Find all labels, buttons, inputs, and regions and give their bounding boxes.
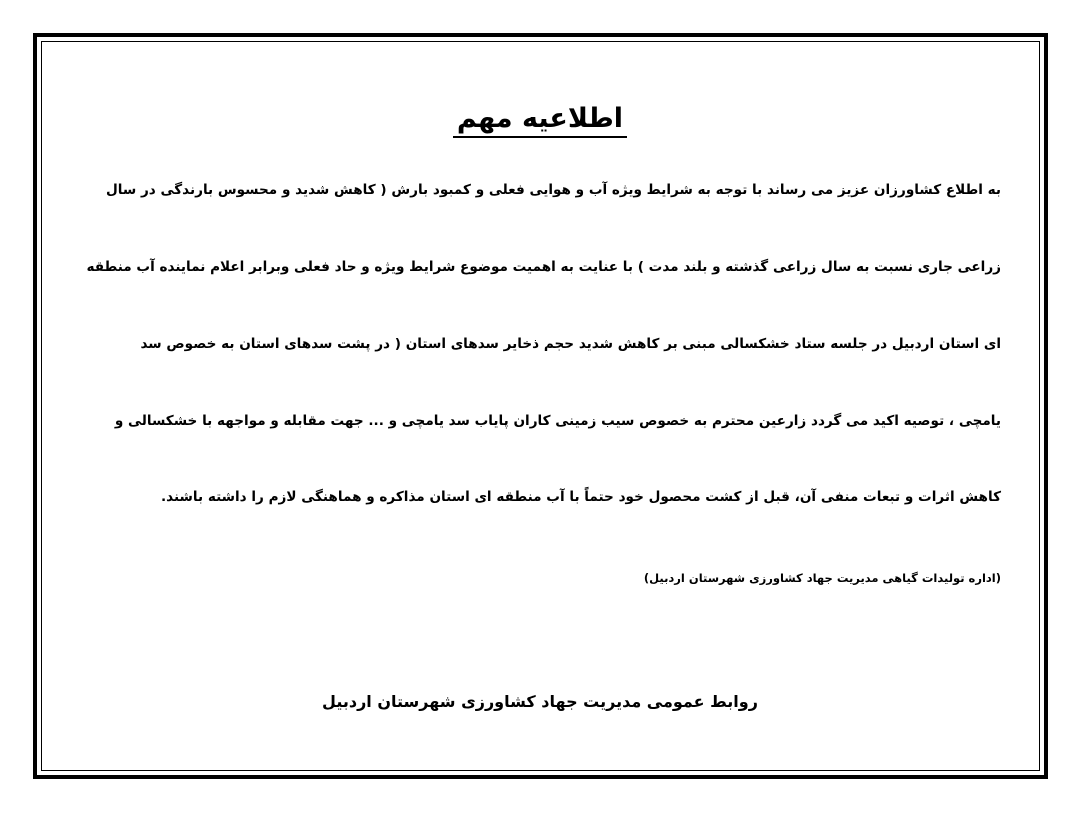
footer-signature: روابط عمومی مدیریت جهاد کشاورزی شهرستان اردبیل [322, 692, 758, 711]
body-line-3: ای استان اردبیل در جلسه ستاد خشکسالی مبنی بر کاهش شدید حجم ذخایر سدهای استان ( در پشت سدهای استان به خصوص سد [140, 336, 1001, 352]
body-line-1: به اطلاع کشاورزان عزیز می رساند با توجه به شرایط ویژه آب و هوایی فعلی و کمبود بارش ( کاهش شدید و محسوس بارندگی در سال [105, 182, 1001, 198]
page-border-inner [41, 41, 1040, 771]
body-line-2: زراعی جاری نسبت به سال زراعی گذشته و بلند مدت ) با عنایت به اهمیت موضوع شرایط ویژه و حاد فعلی وبرابر اعلام نماینده آب منطقه [86, 259, 1001, 275]
source-attribution: (اداره تولیدات گیاهی مدیریت جهاد کشاورزی شهرستان اردبیل) [643, 571, 1001, 585]
body-line-4: یامچی ، توصیه اکید می گردد زارعین محترم به خصوص سیب زمینی کاران پایاب سد یامچی و ... جهت مقابله و مواجهه با خشکسالی و [114, 413, 1001, 429]
announcement-title: اطلاعیه مهم [453, 103, 627, 138]
announcement-title-block [0, 99, 1080, 139]
body-line-5: کاهش اثرات و تبعات منفی آن، قبل از کشت محصول خود حتماً با آب منطقه ای استان مذاکره و هماهنگی لازم را داشته باشند. [160, 489, 1001, 505]
